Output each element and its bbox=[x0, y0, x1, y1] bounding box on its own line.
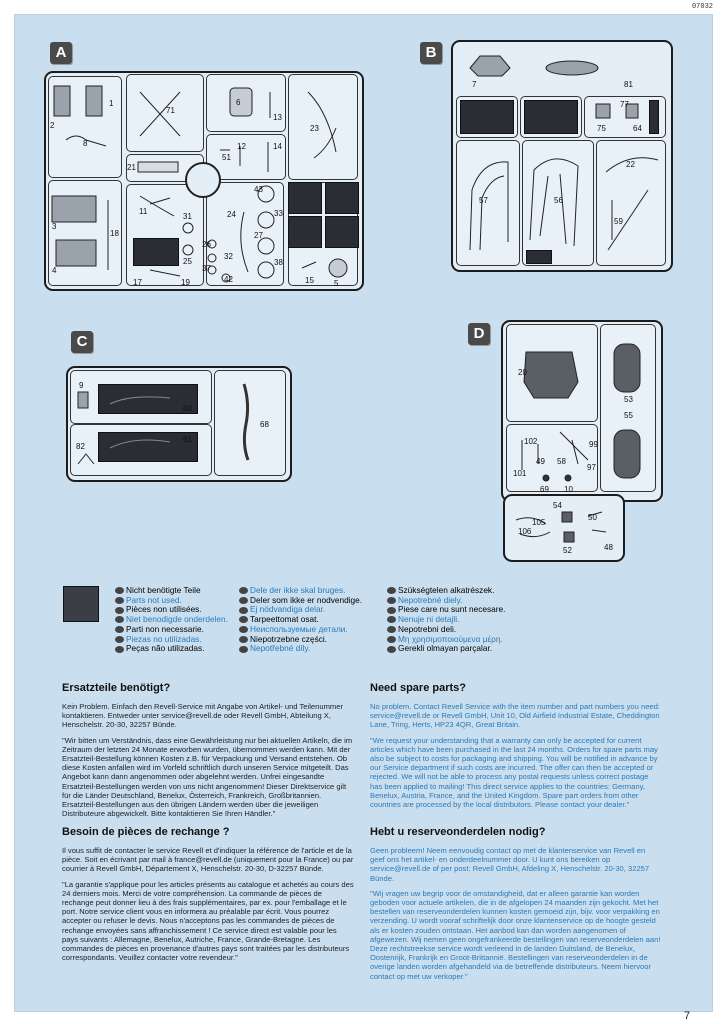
sprue-b-badge: B bbox=[420, 42, 442, 64]
flag-icon bbox=[387, 597, 396, 604]
legend-text: Gerekli olmayan parçalar. bbox=[398, 643, 493, 654]
legend-column-3 bbox=[387, 586, 505, 654]
sprue-c-badge: C bbox=[71, 331, 93, 353]
flag-icon bbox=[115, 626, 124, 633]
legend-entry bbox=[387, 644, 505, 654]
legend-text: Tarpeettomat osat. bbox=[250, 614, 319, 625]
part-number: 38 bbox=[274, 258, 283, 267]
legend-text: Pièces non utilisées. bbox=[126, 604, 202, 615]
unused-parts-swatch bbox=[63, 586, 99, 622]
legend-text: Μη χρησιμοποιούμενα μέρη. bbox=[398, 633, 503, 644]
part-number: 52 bbox=[563, 546, 572, 555]
part-number: 10 bbox=[564, 485, 573, 494]
part-number: 54 bbox=[553, 501, 562, 510]
part-number: 69 bbox=[540, 485, 549, 494]
part-number: 23 bbox=[310, 124, 319, 133]
part-number: 2 bbox=[50, 121, 55, 130]
flag-icon bbox=[387, 636, 396, 643]
part-number: 26 bbox=[202, 240, 211, 249]
part-number: 105 bbox=[532, 518, 546, 527]
flag-icon bbox=[239, 607, 248, 614]
part-number: 3 bbox=[52, 222, 57, 231]
flag-icon bbox=[387, 607, 396, 614]
part-number: 71 bbox=[166, 106, 175, 115]
part-number: 19 bbox=[181, 278, 190, 287]
text-fr bbox=[62, 846, 354, 968]
part-number: 48 bbox=[604, 543, 613, 552]
legend-text: Piezas no utilizadas. bbox=[126, 633, 202, 644]
part-number: 51 bbox=[222, 153, 231, 162]
part-number: 37 bbox=[202, 264, 211, 273]
part-number: 102 bbox=[524, 437, 538, 446]
heading-nl: Hebt u reserveonderdelen nodig? bbox=[370, 826, 546, 838]
heading-fr: Besoin de pièces de rechange ? bbox=[62, 826, 230, 838]
part-number: 18 bbox=[110, 229, 119, 238]
flag-icon bbox=[115, 607, 124, 614]
part-number: 106 bbox=[518, 527, 532, 536]
part-number: 68 bbox=[260, 420, 269, 429]
part-number: 32 bbox=[224, 252, 233, 261]
flag-icon bbox=[115, 587, 124, 594]
part-number: 31 bbox=[183, 212, 192, 221]
flag-icon bbox=[115, 616, 124, 623]
flag-icon bbox=[239, 636, 248, 643]
part-number: 97 bbox=[587, 463, 596, 472]
part-number: 21 bbox=[127, 163, 136, 172]
legend-text: Nepotrebni deli. bbox=[398, 623, 457, 634]
legend-column-2 bbox=[239, 586, 362, 654]
part-number: 64 bbox=[633, 124, 642, 133]
text-fr-p2: "La garantie s'applique pour les articles présents au catalogue et achetés au cours des 24 derniers mois. Merci de votre compréhension. La commande de pièces de rechange peut donner lieu à des frais supplémentaires, par ex. pour l'emballage et le port. Notre service client vous en informera au préalable par écrit. Vous pourrez accepter ou refuser le devis. Nous n'acceptons pas les commandes de pièces de rechange envoyées sans affranchissement ! Ce service direct est valable pour les pays suivants : Allemagne, Benelux, Autriche, France, Grande-Bretagne. Les commandes de pièces en provenance d'autres pays sont traitées par les distributeurs correspondants. Veuillez contacter votre revendeur." bbox=[62, 879, 354, 963]
part-number: 59 bbox=[614, 217, 623, 226]
part-number: 5 bbox=[334, 279, 339, 288]
flag-icon bbox=[239, 646, 248, 653]
legend-text: Nenuje ni detajli. bbox=[398, 614, 460, 625]
part-number: 55 bbox=[624, 411, 633, 420]
part-number: 75 bbox=[597, 124, 606, 133]
part-number: 9 bbox=[79, 381, 84, 390]
legend-text: Nepotřebné díly. bbox=[250, 643, 311, 654]
flag-icon bbox=[387, 626, 396, 633]
legend-entry bbox=[115, 644, 228, 654]
legend-text: Niet benodigde onderdelen. bbox=[126, 614, 228, 625]
legend-text: Peças não utilizadas. bbox=[126, 643, 205, 654]
legend-text: Niepotrzebne części. bbox=[250, 633, 328, 644]
text-en-p1: No problem. Contact Revell Service with the item number and part numbers you need: service@revell.de or Revell GmbH, Unit 10, Old Airfield Industrial Estate, Cheddington Lane, Tring, Herts, HP23 4QR, Great Britain. bbox=[370, 702, 660, 730]
part-number: 58 bbox=[557, 457, 566, 466]
sprue-a-badge: A bbox=[50, 42, 72, 64]
legend-text: Deler som ikke er nodvendige. bbox=[250, 594, 363, 605]
part-number: 43 bbox=[254, 185, 263, 194]
part-number: 4 bbox=[52, 266, 57, 275]
text-de-p1: Kein Problem. Einfach den Revell-Service mit Angabe von Artikel- und Teilenummer kontaktieren. Entweder unter service@revell.de oder Revell GmbH, Abteilung X, Henschelstr. 20-30, 32257 Bünde. bbox=[62, 702, 343, 730]
legend-text: Parti non necessarie. bbox=[126, 623, 204, 634]
part-number: 11 bbox=[139, 207, 148, 216]
flag-icon bbox=[115, 597, 124, 604]
flag-icon bbox=[239, 597, 248, 604]
flag-icon bbox=[387, 587, 396, 594]
part-number: 7 bbox=[472, 80, 477, 89]
part-number: 82 bbox=[76, 442, 85, 451]
part-number: 77 bbox=[620, 100, 629, 109]
part-number: 1 bbox=[109, 99, 114, 108]
legend-text: Parts not used. bbox=[126, 594, 182, 605]
part-number: 24 bbox=[227, 210, 236, 219]
part-number: 22 bbox=[626, 160, 635, 169]
part-number: 20 bbox=[518, 368, 527, 377]
flag-icon bbox=[239, 587, 248, 594]
part-number: 14 bbox=[273, 142, 282, 151]
text-nl-p2: "Wij vragen uw begrip voor de omstandigheid, dat er alleen garantie kan worden geboden voor actuele artikelen, die in de afgelopen 24 maanden zijn gekocht. Met het bestellen van reserveonderdelen kunnen kosten gemoeid zijn, bijv. voor verpakking en verzending. U wordt vooraf schriftelijk door onze klantenservice op de hoogte gesteld als er kosten zouden ontstaan. Het aanbod kan dan worden aangenomen of afgewezen. Wij nemen geen ongefrankeerde bestellingen van reserveonderdelen aan! Deze rechtstreekse service wordt verleend in de landen Duitsland, de Benelux, Oostenrijk, Frankrijk en Groot-Brittannië. Bestellingen van reserveonderdelen in de overige landen worden afgehandeld via de betreffende distributeurs. Neem hiervoor contact op met uw verkoper." bbox=[370, 888, 661, 981]
part-number: 8 bbox=[83, 139, 88, 148]
part-number: 61 bbox=[183, 435, 192, 444]
legend-entry bbox=[239, 644, 362, 654]
flag-icon bbox=[387, 616, 396, 623]
part-number: 81 bbox=[624, 80, 633, 89]
text-nl bbox=[370, 846, 662, 987]
text-nl-p1: Geen probleem! Neem eenvoudig contact op met de klantenservice van Revell en geef ons het artikel- en onderdeelnummer door. U kunt ons bereiken op service@revell.de of per post: Revell GmbH, Afdeling X, Henschelstr. 20-30, 32257 Bünde. bbox=[370, 846, 650, 883]
part-number: 60 bbox=[183, 404, 192, 413]
legend-text: Ej nödvandiga delar. bbox=[250, 604, 326, 615]
part-number: 27 bbox=[254, 231, 263, 240]
text-en bbox=[370, 702, 662, 815]
heading-en: Need spare parts? bbox=[370, 682, 466, 694]
legend-text: Szükségtelen alkatrészek. bbox=[398, 585, 495, 595]
page-number: 7 bbox=[684, 1010, 691, 1022]
legend-text: Неиспользуемые детали. bbox=[250, 623, 348, 634]
part-number: 33 bbox=[274, 209, 283, 218]
part-number: 13 bbox=[273, 113, 282, 122]
part-number: 57 bbox=[479, 196, 488, 205]
text-de bbox=[62, 702, 354, 824]
text-fr-p1: Il vous suffit de contacter le service Revell et d'indiquer la référence de l'article et de la pièce. Soit en écrivant par mail à france@revell.de (uniquement pour la France) ou par courrier à Revell GmbH, Département X, Henschelstr. 20-30, D-32257 Bünde. bbox=[62, 846, 354, 874]
part-number: 53 bbox=[624, 395, 633, 404]
legend-text: Dele der ikke skal bruges. bbox=[250, 585, 346, 595]
flag-icon bbox=[115, 646, 124, 653]
part-number: 56 bbox=[554, 196, 563, 205]
flag-icon bbox=[387, 646, 396, 653]
legend-text: Nepotrebné diely. bbox=[398, 594, 463, 605]
part-number: 42 bbox=[224, 275, 233, 284]
part-number: 6 bbox=[236, 98, 241, 107]
legend-text: Piese care nu sunt necesare. bbox=[398, 604, 506, 615]
sprue-d-badge: D bbox=[468, 323, 490, 345]
text-en-p2: "We request your understanding that a warranty can only be accepted for current articles which have been purchased in the last 24 months. Orders for spare parts may also be subject to costs for packaging and shipping. You will be notified in advance by our Service department if such costs are incurred. The offer can then be accepted or rejected. We will not be able to process any postal requests unless correct postage has been applied to mailing! This direct service applies to the countries: Germany, Benelux, Austria, France, and the United Kingdom. Spare part orders from other countries are processed by the local distributors. Please contact your dealer." bbox=[370, 735, 658, 810]
flag-icon bbox=[239, 616, 248, 623]
document-code: 07032 bbox=[691, 3, 713, 11]
text-de-p2: "Wir bitten um Verständnis, dass eine Gewährleistung nur bei aktuellen Artikeln, die im Zeitraum der letzten 24 Monate erworben wurden, übernommen werden kann. Mit der Ersatzteil-Bestellung können Kosten z.B. für Verpackung und Versand entstehen. Ob diese Kosten anfallen wird im Vorfeld schriftlich durch unseren Service mitgeteilt. Das Angebot kann dann angenommen oder abgelehnt werden. Unfrei eingesandte Ersatzteil-Bestellungen werden von uns nicht angenommen! Dieser Direktservice gilt für die Länder Deutschland, Benelux, Österreich, Frankreich, Großbritannien. Ersatzteil-Bestellungen aus den übrigen Ländern werden über die jeweiligen Distributeure abgewickelt. Bitte kontaktieren Sie Ihren Händler." bbox=[62, 735, 353, 819]
flag-icon bbox=[115, 636, 124, 643]
part-number: 49 bbox=[536, 457, 545, 466]
part-number: 50 bbox=[588, 513, 597, 522]
part-number: 99 bbox=[589, 440, 598, 449]
part-number: 17 bbox=[133, 278, 142, 287]
part-number: 15 bbox=[305, 276, 314, 285]
part-number: 12 bbox=[237, 142, 246, 151]
flag-icon bbox=[239, 626, 248, 633]
part-number: 101 bbox=[513, 469, 527, 478]
legend-text: Nicht benötigte Teile bbox=[126, 585, 201, 595]
part-number: 25 bbox=[183, 257, 192, 266]
legend-column-1 bbox=[115, 586, 228, 654]
heading-de: Ersatzteile benötigt? bbox=[62, 682, 171, 694]
